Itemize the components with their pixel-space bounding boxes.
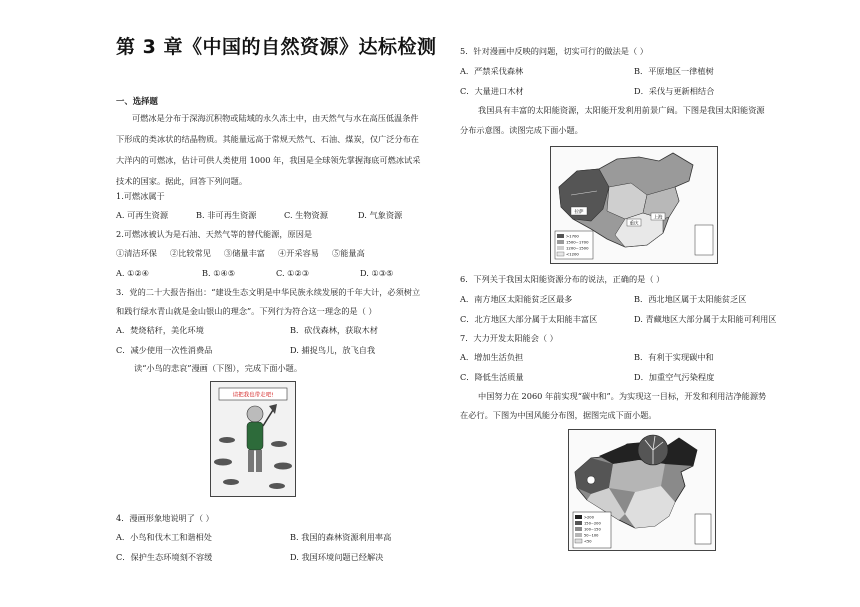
q4-option-c[interactable]: C．保护生态环境刻不容缓	[116, 552, 213, 562]
q1-option-d[interactable]: D. 气象资源	[358, 210, 403, 220]
q1-option-c[interactable]: C. 生物资源	[284, 210, 328, 220]
q5-option-c[interactable]: C．大量进口木材	[460, 86, 524, 96]
q2-choice-3: ③储量丰富	[224, 248, 265, 258]
q6-option-b[interactable]: B．西北地区属于太阳能贫乏区	[634, 294, 747, 304]
passage1-line-2: 下形成的类冰状的结晶物质。其能量远高于常规天然气、石油、煤炭，仅广泛分布在	[116, 134, 419, 144]
q4-option-a[interactable]: A．小鸟和伐木工和谐相处	[116, 532, 212, 542]
q4-option-b[interactable]: B. 我国的森林资源利用率高	[290, 532, 392, 542]
cartoon-sign-text: 请把我也带走吧!	[232, 392, 274, 399]
solar-intro-line-1: 我国具有丰富的太阳能资源，太阳能开发利用前景广阔。下图是我国太阳能资源	[478, 105, 765, 115]
solar-map-graphic	[551, 147, 717, 263]
q2-option-d[interactable]: D. ①③⑤	[360, 268, 394, 278]
question-6-stem: 6．下列关于我国太阳能资源分布的说法，正确的是（ ）	[460, 274, 665, 284]
wind-energy-map	[568, 429, 716, 551]
cartoon-intro: 读“小鸟的悲哀”漫画（下图），完成下面小题。	[134, 363, 303, 373]
question-2-stem: 2.可燃冰被认为是石油、天然气等的替代能源，原因是	[116, 229, 313, 239]
solar-map-label-lhasa: 拉萨	[574, 210, 584, 215]
q5-option-a[interactable]: A．严禁采伐森林	[460, 66, 524, 76]
q5-option-b[interactable]: B．平原地区一律植树	[634, 66, 714, 76]
question-3-stem-line-1: 3．党的二十大报告指出：“建设生态文明是中华民族永续发展的千年大计，必须树立	[116, 287, 421, 297]
wind-legend-2: 150~200	[584, 521, 601, 526]
wind-intro-line-2: 在必行。下图为中国风能分布图，据图完成下面小题。	[460, 410, 657, 420]
passage1-line-3: 大洋内的可燃冰，估计可供人类使用 1000 年，我国是全球领先掌握海底可燃冰试采	[116, 155, 421, 165]
solar-legend-4: <1200	[566, 251, 579, 257]
section-heading: 一、选择题	[116, 96, 158, 106]
question-7-stem: 7．大力开发太阳能会（ ）	[460, 333, 558, 343]
q2-choice-5: ⑤能量高	[332, 248, 365, 258]
page-title: 第 3 章《中国的自然资源》达标检测	[116, 36, 437, 58]
q2-option-b[interactable]: B. ①④⑤	[202, 268, 236, 278]
wind-map-graphic	[569, 430, 715, 550]
q1-option-b[interactable]: B. 非可再生资源	[196, 210, 257, 220]
q6-option-c[interactable]: C．北方地区大部分属于太阳能丰富区	[460, 314, 598, 324]
q2-choice-1: ①清洁环保	[116, 248, 157, 258]
q2-choice-2: ②比较常见	[170, 248, 211, 258]
q5-option-d[interactable]: D．采伐与更新相结合	[634, 86, 715, 96]
q7-option-a[interactable]: A．增加生活负担	[460, 352, 524, 362]
wind-legend-3: 100~150	[584, 527, 601, 532]
q6-option-d[interactable]: D. 青藏地区大部分属于太阳能可利用区	[634, 314, 777, 324]
wind-legend-4: 50~100	[584, 533, 599, 538]
q1-option-a[interactable]: A. 可再生资源	[116, 210, 169, 220]
q6-option-a[interactable]: A．南方地区太阳能贫乏区最多	[460, 294, 573, 304]
passage1-line-4: 技术的国家。据此，回答下列问题。	[116, 176, 248, 186]
cartoon-lumberjack-illustration	[211, 382, 295, 496]
q2-option-c[interactable]: C. ①②③	[276, 268, 310, 278]
q7-option-b[interactable]: B．有利于实现碳中和	[634, 352, 714, 362]
q2-option-a[interactable]: A. ①②④	[116, 268, 150, 278]
q3-option-b[interactable]: B．砍伐森林，获取木材	[290, 325, 378, 335]
solar-intro-line-2: 分布示意图。读图完成下面小题。	[460, 125, 583, 135]
q7-option-c[interactable]: C．降低生活质量	[460, 372, 524, 382]
solar-legend-2: 1500~1700	[566, 239, 589, 245]
question-1-stem: 1.可燃冰属于	[116, 191, 165, 201]
question-4-stem: 4．漫画形象地说明了（ ）	[116, 513, 214, 523]
solar-legend-1: >1700	[566, 233, 579, 239]
q3-option-d[interactable]: D. 捕捉鸟儿，放飞自我	[290, 345, 376, 355]
solar-resource-map	[550, 146, 718, 264]
solar-map-label-chongqing: 重庆	[629, 221, 639, 227]
wind-intro-line-1: 中国努力在 2060 年前实现“碳中和”。为实现这一目标，开发和利用洁净能源势	[478, 391, 767, 401]
question-3-stem-line-2: 和践行绿水青山就是金山银山的理念”。下列行为符合这一理念的是（ ）	[116, 306, 377, 316]
q3-option-a[interactable]: A．焚烧秸秆，美化环境	[116, 325, 204, 335]
wind-legend-1: >200	[584, 515, 594, 520]
solar-legend-3: 1200~1500	[566, 245, 589, 251]
q4-option-d[interactable]: D. 我国环境问题已经解决	[290, 552, 384, 562]
q2-choice-4: ④开采容易	[278, 248, 319, 258]
wind-legend-5: <50	[584, 539, 592, 544]
q7-option-d[interactable]: D．加重空气污染程度	[634, 372, 715, 382]
cartoon-image	[210, 381, 296, 497]
question-5-stem: 5．针对漫画中反映的问题，切实可行的做法是（ ）	[460, 46, 648, 56]
solar-map-label-shanghai: 上海	[653, 215, 663, 221]
q3-option-c[interactable]: C．减少使用一次性消费品	[116, 345, 213, 355]
passage1-line-1: 可燃冰是分布于深海沉积物或陆域的永久冻土中，由天然气与水在高压低温条件	[132, 113, 419, 123]
